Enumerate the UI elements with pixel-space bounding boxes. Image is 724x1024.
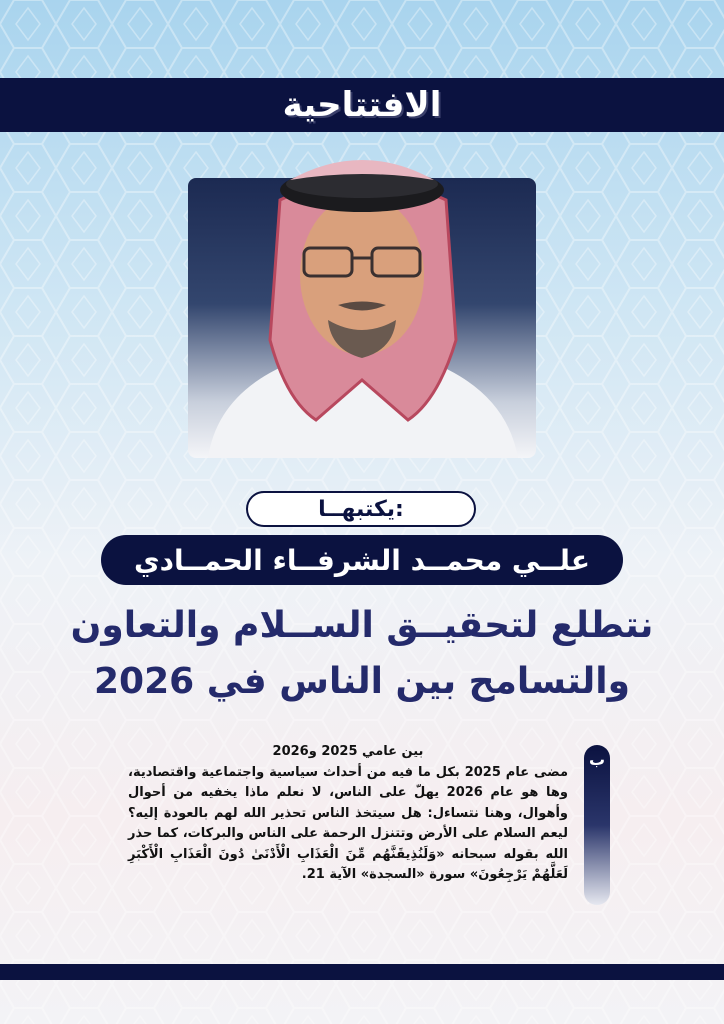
article-intro: بين عامي 2025 و2026 [272, 744, 424, 759]
author-name: علــي محمــد الشرفــاء الحمــادي [134, 543, 590, 577]
section-title: الافتتاحية [282, 85, 442, 125]
writer-label: يكتبهــا: [318, 496, 404, 522]
article-body [128, 742, 568, 886]
header-bar [0, 78, 724, 132]
article-headline [40, 598, 684, 710]
headline-line-1: نتطلع لتحقيــق الســلام والتعاون [70, 605, 654, 646]
writer-label-pill [246, 491, 476, 527]
drop-letter: ب [588, 750, 606, 769]
article-paragraph: مضى عام 2025 بكل ما فيه من أحداث سياسية واجتماعية واقتصادية، وها هو عام 2026 يهلّ على الناس، لا نعلم ماذا يخفيه من أحوال وأهوال، وهنا نتساءل: هل سيتخذ الناس تحذير الله لهم بالعودة إليه؟ ليعم السلام على الأرض وتتنزل الرحمة على الناس والبركات، كما حذر الله بقوله سبحانه «وَلَنُذِيقَنَّهُم مِّنَ الْعَذَابِ الْأَدْنَىٰ دُونَ الْعَذَابِ الْأَكْبَرِ لَعَلَّهُمْ يَرْجِعُونَ» سورة «السجدة» الآية 21. [128, 764, 569, 882]
author-portrait [188, 140, 536, 458]
headline-line-2: والتسامح بين الناس في 2026 [94, 661, 630, 702]
footer-bar [0, 964, 724, 980]
author-name-pill [101, 535, 623, 585]
